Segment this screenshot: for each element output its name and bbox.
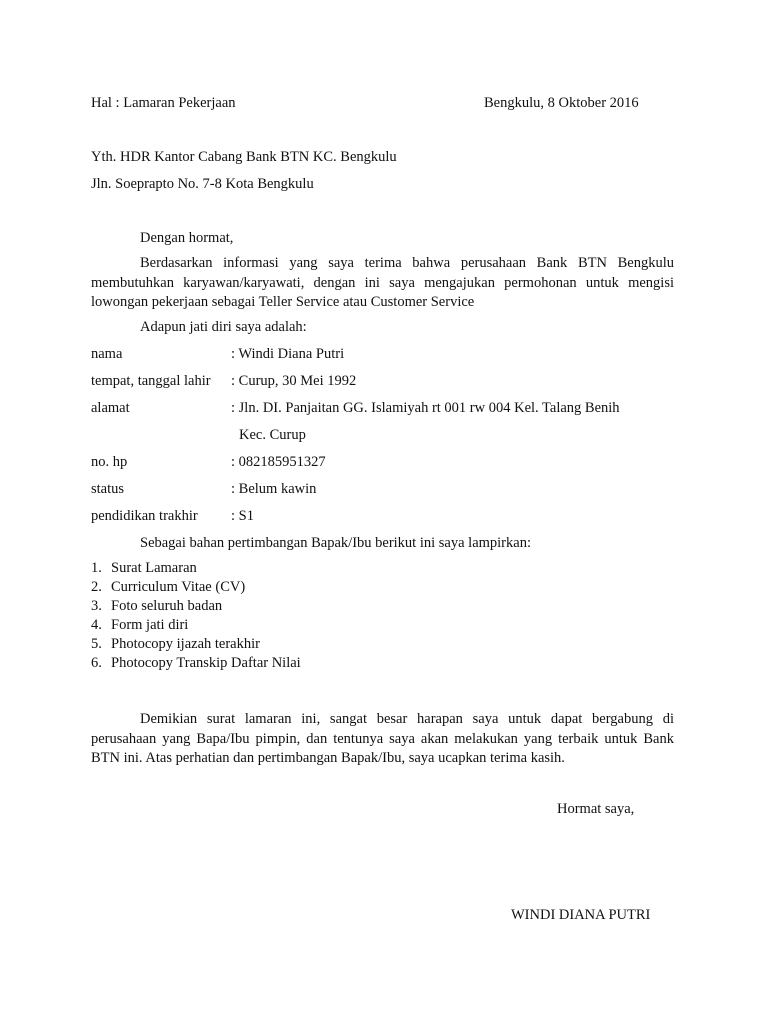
list-item-number: 6. [91,655,102,671]
list-item-text: Surat Lamaran [111,560,197,576]
list-item-text: Photocopy Transkip Daftar Nilai [111,655,301,671]
list-item [91,618,188,633]
attachments-intro: Sebagai bahan pertimbangan Bapak/Ibu berikut ini saya lampirkan: [140,535,531,551]
letter-subject: Hal : Lamaran Pekerjaan [91,95,236,111]
list-item-number: 1. [91,560,102,576]
identity-value-address-cont: Kec. Curup [239,427,306,443]
list-item [91,637,260,652]
identity-label-status: status [91,481,125,497]
identity-value-nama: : Windi Diana Putri [231,346,345,362]
recipient-line-1: Yth. HDR Kantor Cabang Bank BTN KC. Bengkulu [91,149,397,165]
list-item [91,561,197,576]
identity-label-birth: tempat, tanggal lahir [91,373,211,389]
closing-salutation: Hormat saya, [557,801,635,817]
identity-value-status: : Belum kawin [231,481,317,497]
list-item [91,580,245,595]
list-item-number: 4. [91,617,102,633]
list-item [91,599,222,614]
list-item-text: Form jati diri [111,617,189,633]
opening-paragraph: Berdasarkan informasi yang saya terima bahwa perusahaan Bank BTN Bengkulu membutuhkan karyawan/karyawati, dengan ini saya mengajukan permohonan untuk mengisi lowongan pekerjaan sebagai Teller Service atau Customer Service [91,255,674,310]
identity-intro: Adapun jati diri saya adalah: [140,319,307,335]
greeting: Dengan hormat, [140,230,234,246]
list-item-number: 3. [91,598,102,614]
identity-value-address: : Jln. DI. Panjaitan GG. Islamiyah rt 001 rw 004 Kel. Talang Benih [231,400,620,416]
identity-label-nama: nama [91,346,123,362]
list-item [91,656,301,671]
identity-value-education: : S1 [231,508,254,524]
place-date: Bengkulu, 8 Oktober 2016 [484,95,639,111]
identity-label-phone: no. hp [91,454,128,470]
recipient-line-2: Jln. Soeprapto No. 7-8 Kota Bengkulu [91,176,314,192]
list-item-text: Foto seluruh badan [111,598,223,614]
identity-value-phone: : 082185951327 [231,454,326,470]
list-item-text: Photocopy ijazah terakhir [111,636,260,652]
signatory-name: WINDI DIANA PUTRI [511,907,651,923]
closing-paragraph: Demikian surat lamaran ini, sangat besar harapan saya untuk dapat bergabung di perusahaan yang Bapa/Ibu pimpin, dan tentunya saya akan melakukan yang terbaik untuk Bank BTN ini. Atas perhatian dan pertimbangan Bapak/Ibu, saya ucapkan terima kasih. [91,711,674,766]
identity-label-education: pendidikan trakhir [91,508,198,524]
list-item-number: 5. [91,636,102,652]
identity-value-birth: : Curup, 30 Mei 1992 [231,373,357,389]
identity-label-address: alamat [91,400,130,416]
list-item-number: 2. [91,579,102,595]
list-item-text: Curriculum Vitae (CV) [111,579,246,595]
